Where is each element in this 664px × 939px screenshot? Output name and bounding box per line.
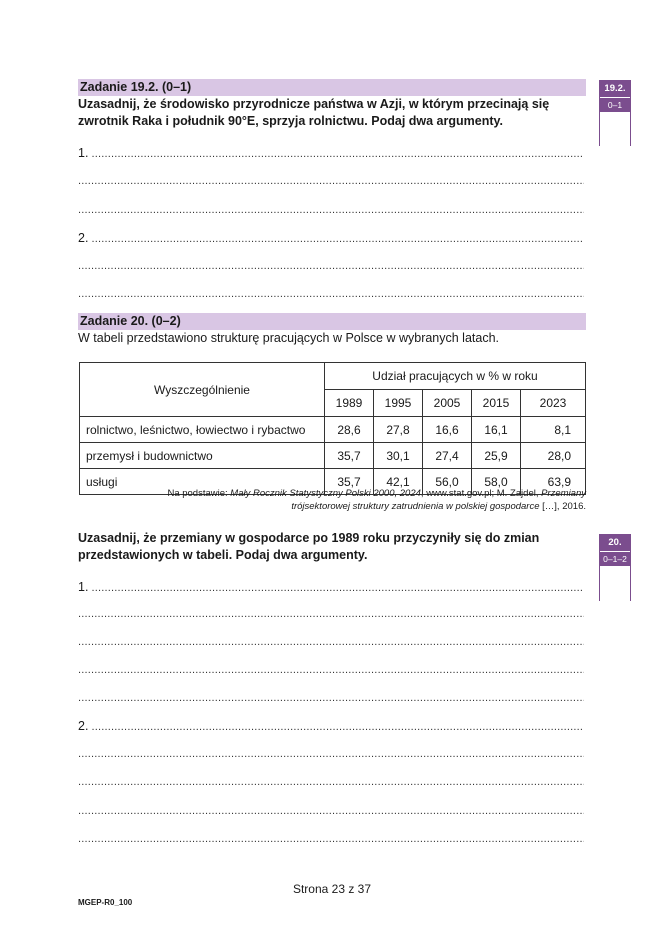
- table-cell: 28,0: [521, 443, 586, 469]
- year-header: 2005: [423, 390, 472, 417]
- source-text: Mały Rocznik Statystyczny Polski 2000, 2024: [230, 488, 421, 499]
- table-cell: 16,1: [472, 417, 521, 443]
- answer-line[interactable]: [78, 580, 584, 594]
- table-cell: 28,6: [325, 417, 374, 443]
- table-cell: 35,7: [325, 443, 374, 469]
- answer-line[interactable]: [78, 663, 584, 677]
- source-text: , www.stat.gov.pl; M. Zajdel,: [420, 488, 542, 499]
- score-box-label: 19.2.: [600, 81, 630, 97]
- row-label: przemysł i budownictwo: [80, 443, 325, 469]
- source-text: […], 2016.: [539, 501, 586, 512]
- task-20-intro: W tabeli przedstawiono strukturę pracujących w Polsce w wybranych latach.: [78, 331, 500, 345]
- answer-line[interactable]: [78, 287, 584, 301]
- table-cell: 63,9: [521, 469, 586, 495]
- row-label: usługi: [80, 469, 325, 495]
- year-header: 1989: [325, 390, 374, 417]
- year-header: 2023: [521, 390, 586, 417]
- exam-code: MGEP-R0_100: [78, 898, 133, 907]
- page-number: Strona 23 z 37: [292, 882, 372, 896]
- score-box-input[interactable]: [600, 566, 630, 601]
- table-row: [80, 443, 586, 469]
- table-cell: 25,9: [472, 443, 521, 469]
- task-20-header: Zadanie 20. (0–2): [78, 313, 586, 330]
- answer-line[interactable]: [78, 719, 584, 733]
- answer-line[interactable]: [78, 804, 584, 818]
- question-line: przedstawionych w tabeli. Podaj dwa argumenty.: [78, 548, 368, 562]
- year-header: 2015: [472, 390, 521, 417]
- table-group-header: Udział pracujących w % w roku: [325, 363, 586, 390]
- table-row: [80, 417, 586, 443]
- source-text: Na podstawie:: [167, 488, 231, 499]
- answer-number: 1.: [78, 580, 89, 594]
- answer-number: 2.: [78, 719, 89, 733]
- table-row-header: Wyszczególnienie: [80, 363, 325, 417]
- task-19-2-question: [78, 96, 586, 130]
- answer-line[interactable]: [78, 259, 584, 273]
- row-label: rolnictwo, leśnictwo, łowiectwo i rybactwo: [80, 417, 325, 443]
- question-line: zwrotnik Raka i południk 90°E, sprzyja rolnictwu. Podaj dwa argumenty.: [78, 114, 503, 128]
- answer-line[interactable]: [78, 203, 584, 217]
- table-cell: 56,0: [423, 469, 472, 495]
- answer-line[interactable]: [78, 635, 584, 649]
- table-cell: 27,8: [374, 417, 423, 443]
- answer-number: 2.: [78, 231, 89, 245]
- answer-line[interactable]: [78, 231, 584, 245]
- answer-line[interactable]: [78, 691, 584, 705]
- answer-number: 1.: [78, 146, 89, 160]
- score-box-range: 0–1–2: [600, 551, 630, 566]
- table-cell: 16,6: [423, 417, 472, 443]
- score-box-range: 0–1: [600, 97, 630, 112]
- table-cell: 58,0: [472, 469, 521, 495]
- answer-line[interactable]: [78, 146, 584, 160]
- score-box-20: [599, 534, 631, 601]
- task-20-question: [78, 530, 586, 564]
- question-line: Uzasadnij, że przemiany w gospodarce po 1989 roku przyczyniły się do zmian: [78, 531, 540, 545]
- answer-line[interactable]: [78, 174, 584, 188]
- year-header: 1995: [374, 390, 423, 417]
- source-text: Przemiany: [541, 488, 586, 499]
- answer-line[interactable]: [78, 775, 584, 789]
- task-19-2-header: Zadanie 19.2. (0–1): [78, 79, 586, 96]
- table-cell: 8,1: [521, 417, 586, 443]
- table-source: [130, 487, 586, 513]
- table-cell: 27,4: [423, 443, 472, 469]
- table-cell: 30,1: [374, 443, 423, 469]
- table-cell: 35,7: [325, 469, 374, 495]
- answer-line[interactable]: [78, 607, 584, 621]
- answer-line[interactable]: [78, 832, 584, 846]
- answer-line[interactable]: [78, 747, 584, 761]
- score-box-input[interactable]: [600, 112, 630, 146]
- table-cell: 42,1: [374, 469, 423, 495]
- score-box-label: 20.: [600, 535, 630, 551]
- question-line: Uzasadnij, że środowisko przyrodnicze państwa w Azji, w którym przecinają się: [78, 97, 550, 111]
- score-box-19-2: [599, 80, 631, 146]
- source-text: trójsektorowej struktury zatrudnienia w polskiej gospodarce: [291, 501, 540, 512]
- employment-structure-table: [79, 362, 586, 495]
